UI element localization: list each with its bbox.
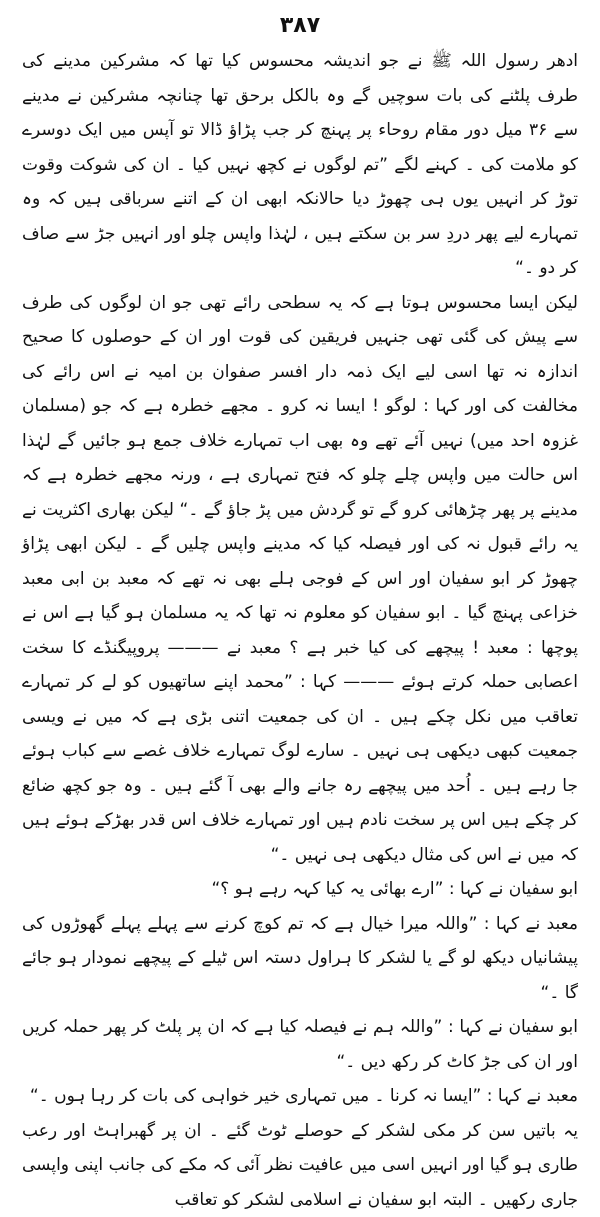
paragraph: ادھر رسول اللہ ﷺ نے جو اندیشہ محسوس کیا تھا کہ مشرکین مدینے کی طرف پلٹنے کی بات سوچیں گے وہ بالکل برحق تھا چنانچہ مشرکین نے مدینے سے ۳۶ میل دور مقام روحاء پر پہنچ کر جب پڑاؤ ڈالا تو آپس میں ایک دوسرے کو ملامت کی ۔ کہنے لگے ”تم لوگوں نے کچھ نہیں کیا ۔ ان کی شوکت وقوت توڑ کر انہیں یوں ہی چھوڑ دیا حالانکہ ابھی ان کے اتنے سرباقی ہیں کہ وہ تمہارے لیے پھر دردِ سر بن سکتے ہیں ، لہٰذا واپس چلو اور انہیں جڑ سے صاف کر دو ۔“	[22, 44, 578, 286]
paragraph: ابو سفیان نے کہا : ”ارے بھائی یہ کیا کہہ رہے ہو ؟“	[22, 872, 578, 907]
paragraph: یہ باتیں سن کر مکی لشکر کے حوصلے ٹوٹ گئے ۔ ان پر گھبراہٹ اور رعب طاری ہو گیا اور انہیں اسی میں عافیت نظر آئی کہ مکے کی جانب اپنی واپسی جاری رکھیں ۔ البتہ ابو سفیان نے اسلامی لشکر کو تعاقب	[22, 1114, 578, 1217]
paragraph: معبد نے کہا : ”واللہ میرا خیال ہے کہ تم کوچ کرنے سے پہلے پہلے گھوڑوں کی پیشانیاں دیکھ لو گے یا لشکر کا ہراول دستہ اس ٹیلے کے پیچھے نمودار ہو جائے گا ۔“	[22, 907, 578, 1011]
paragraph: ابو سفیان نے کہا : ”واللہ ہم نے فیصلہ کیا ہے کہ ان پر پلٹ کر پھر حملہ کریں اور ان کی جڑ کاٹ کر رکھ دیں ۔“	[22, 1010, 578, 1079]
paragraph: معبد نے کہا : ”ایسا نہ کرنا ۔ میں تمہاری خیر خواہی کی بات کر رہا ہوں ۔“	[22, 1079, 578, 1114]
paragraph: لیکن ایسا محسوس ہوتا ہے کہ یہ سطحی رائے تھی جو ان لوگوں کی طرف سے پیش کی گئی تھی جنہیں فریقین کی قوت اور ان کے حوصلوں کا صحیح اندازہ نہ تھا اسی لیے ایک ذمہ دار افسر صفوان بن امیہ نے اس رائے کی مخالفت کی اور کہا : لوگو ! ایسا نہ کرو ۔ مجھے خطرہ ہے کہ جو (مسلمان غزوہ احد میں) نہیں آئے تھے وہ بھی اب تمہارے خلاف جمع ہو جائیں گے لہٰذا اس حالت میں واپس چلے چلو کہ فتح تمہاری ہے ، ورنہ مجھے خطرہ ہے کہ مدینے پر پھر چڑھائی کرو گے تو گردش میں پڑ جاؤ گے ۔“ لیکن بھاری اکثریت نے یہ رائے قبول نہ کی اور فیصلہ کیا کہ مدینے واپس چلیں گے ۔ لیکن ابھی پڑاؤ چھوڑ کر ابو سفیان اور اس کے فوجی ہلے بھی نہ تھے کہ معبد بن ابی معبد خزاعی پہنچ گیا ۔ ابو سفیان کو معلوم نہ تھا کہ یہ مسلمان ہو گیا ہے اس نے پوچھا : معبد ! پیچھے کی کیا خبر ہے ؟ معبد نے ——— پروپیگنڈے کا سخت اعصابی حملہ کرتے ہوئے ——— کہا : ”محمد اپنے ساتھیوں کو لے کر تمہارے تعاقب میں نکل چکے ہیں ۔ ان کی جمعیت اتنی بڑی ہے کہ میں نے ویسی جمعیت کبھی دیکھی ہی نہیں ۔ سارے لوگ تمہارے خلاف غصے سے کباب ہوئے جا رہے ہیں ۔ اُحد میں پیچھے رہ جانے والے بھی آ گئے ہیں ۔ وہ جو کچھ ضائع کر چکے ہیں اس پر سخت نادم ہیں اور تمہارے خلاف اس قدر بھڑکے ہوئے ہیں کہ میں نے اس کی مثال دیکھی ہی نہیں ۔“	[22, 286, 578, 873]
body-text	[22, 44, 578, 1217]
page-number: ۳۸۷	[22, 8, 578, 44]
